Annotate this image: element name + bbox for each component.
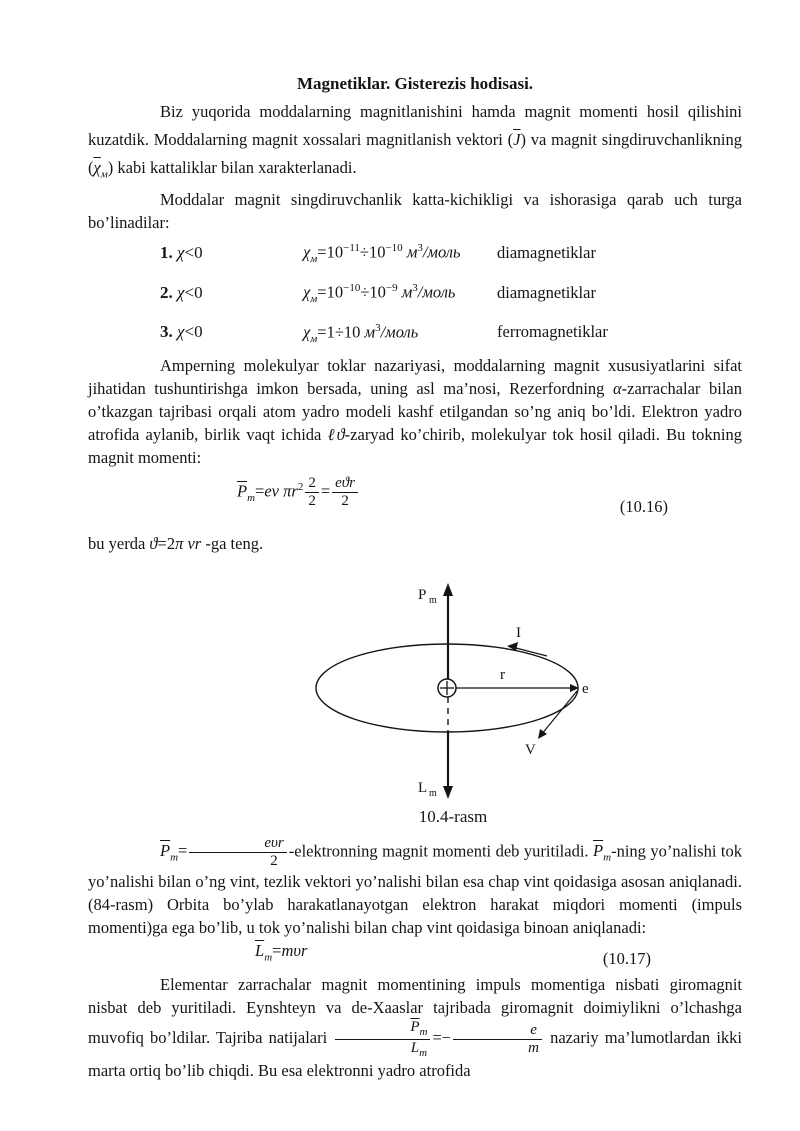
- buyerda-text-1: bu yerda: [88, 533, 150, 553]
- paragraph-amper-text-2: -zarrachalar bilan o’tkazgan tajribasi orqali atom yadro modeli kashf etilgandan so’ng aniq bo’ldi. Elektron yadro atrofida aylanib, birlik vaqt ichida: [88, 378, 742, 444]
- paragraph-intro-text-1: Biz yuqorida moddalarning magnitlanishini hamda magnit momenti hosil qilishini kuzatdik. Moddalarning magnit xossalari magnitlanish vektori: [88, 102, 742, 149]
- lm-label-sub: m: [429, 787, 437, 799]
- paragraph-intro: [88, 98, 742, 188]
- equation-10-17-block: [88, 939, 742, 973]
- paragraph-types: Moddalar magnit singdiruvchanlik katta-kichikligi va ishorasiga qarab uch turga bo’linadilar:: [88, 190, 742, 233]
- figure-10-4: [88, 579, 742, 827]
- velocity-label: V: [525, 741, 536, 758]
- equation-10-17-number: (10.17): [602, 949, 651, 969]
- list-item-number: 2.: [160, 282, 173, 302]
- chi-range-formula: $\chi_м=10^{-10}\div 10^{-9}$ $м^3$/моль: [303, 282, 456, 305]
- formula-alpha: α: [613, 378, 622, 398]
- paragraph-gyro-text-2: nazariy ma’lumotlardan ikki marta ortiq bo’lib chiqdi. Bu esa elektronni yadro atrofida: [88, 1028, 742, 1081]
- equation-10-16-number: (10.16): [619, 496, 668, 516]
- formula-pm-inline: $\overline{P}_m$: [593, 841, 612, 864]
- chi-condition-formula: χ<0: [177, 242, 203, 262]
- pm-label-sub: m: [429, 594, 437, 606]
- formula-theta: ϑ=2π vr: [149, 533, 202, 553]
- list-item-label: ferromagnetiklar: [497, 322, 608, 342]
- paragraph-amper-text-3: -zaryad ko’chirib, molekulyar tok hosil qiladi. Bu tokning magnit momenti:: [88, 424, 742, 467]
- list-item-number: 1.: [160, 242, 173, 262]
- paragraph-gyromagnetic: [88, 973, 742, 1082]
- paragraph-electron-moment: [88, 835, 742, 940]
- equation-10-16: $\overline{P}_m=ev$ $\pi r^2$ $\frac{2}{2}$ = $\frac{\text{eϑr}}{2}$: [237, 475, 360, 511]
- paragraph-electron-text-1: -elektronning magnit momenti deb yuritiladi.: [288, 841, 594, 861]
- list-item: [88, 274, 742, 314]
- list-item-label: diamagnetiklar: [497, 242, 596, 262]
- equation-10-17: $\overline{L}_m=m\upsilon r$: [255, 941, 308, 964]
- chi-condition-formula: χ<0: [177, 322, 203, 342]
- paragraph-amper-text-1: Amperning molekulyar toklar nazariyasi, moddalarning magnit xususiyatlarini sifat jihatidan tushuntirishga imkon bersada, uning asl ma’nosi, Rezerfordning: [88, 355, 742, 398]
- pm-arrowhead: [443, 583, 453, 596]
- paragraph-buyerda: [88, 531, 742, 557]
- lm-arrowhead: [443, 786, 453, 799]
- equation-10-16-block: [88, 473, 742, 529]
- velocity-arrow-line: [541, 691, 577, 735]
- formula-j-vector: $(\overline{J})$: [507, 130, 526, 149]
- formula-gyromagnetic-ratio: $\frac{\overline{P}_m}{\overline{L}_m}$ =− $\frac{e}{m}$: [333, 1028, 544, 1047]
- list-item-condition: [88, 278, 303, 307]
- paragraph-amper: [88, 354, 742, 469]
- list-item-condition: [88, 238, 303, 267]
- formula-pm-lead: $\overline{P}_m=$ $\frac{\text{eυr}}{2}$: [160, 841, 289, 860]
- page-title: Magnetiklar. Gisterezis hodisasi.: [296, 74, 534, 93]
- velocity-arrowhead: [538, 729, 547, 739]
- chi-range-formula: $\chi_м=10^{-11}\div 10^{-10}$ $м^3$/моль: [303, 242, 461, 266]
- current-arrow-line: [512, 647, 547, 656]
- orbit-diagram: [88, 579, 742, 805]
- electron-label: e: [582, 680, 589, 697]
- formula-ltheta: ℓϑ: [327, 424, 345, 444]
- paragraph-intro-text-3: kabi kattaliklar bilan xarakterlanadi.: [113, 158, 357, 177]
- list-item: [88, 314, 742, 354]
- list-item: [88, 234, 742, 274]
- magnet-type-list: [88, 234, 742, 353]
- formula-chi-vector: $(\overline{\chi}_м)$: [88, 158, 114, 181]
- list-item-number: 3.: [160, 322, 173, 342]
- current-label: I: [516, 624, 521, 641]
- list-item-label: diamagnetiklar: [497, 282, 596, 302]
- figure-caption: 10.4-rasm: [418, 806, 488, 826]
- radius-label: r: [500, 666, 505, 683]
- paragraph-gyro-text-1: Elementar zarrachalar magnit momentining impuls momentiga nisbati giromagnit nisbat deb yuritiladi. Eynshteyn va de-Xaaslar tajribada giromagnit doimiylikni o’lchashga muvofiq bo’ldilar. Tajriba natijalari: [88, 975, 742, 1048]
- buyerda-text-2: -ga teng.: [201, 533, 264, 553]
- paragraph-intro-text-2: va magnit singdiruvchanlikning: [525, 130, 742, 149]
- paragraph-electron-text-2: -ning yo’nalishi tok yo’nalishi bilan o’ng vint, tezlik vektori yo’nalishi bilan esa chap vint qoidasiga asosan aniqlanadi. (84-rasm) Orbita bo’ylab harakatlanayotgan elektron harakat miqdori momenti (impuls momenti)ga ega bo’lib, u tok yo’nalishi bilan chap vint qoidasiga binoan aniqlanadi:: [88, 841, 742, 938]
- chi-range-formula: $\chi_м=1\div 10$ $м^3$/моль: [303, 321, 419, 345]
- lm-label: L: [418, 779, 428, 796]
- pm-label: P: [418, 586, 427, 603]
- list-item-condition: [88, 317, 303, 346]
- chi-condition-formula: χ<0: [177, 282, 203, 302]
